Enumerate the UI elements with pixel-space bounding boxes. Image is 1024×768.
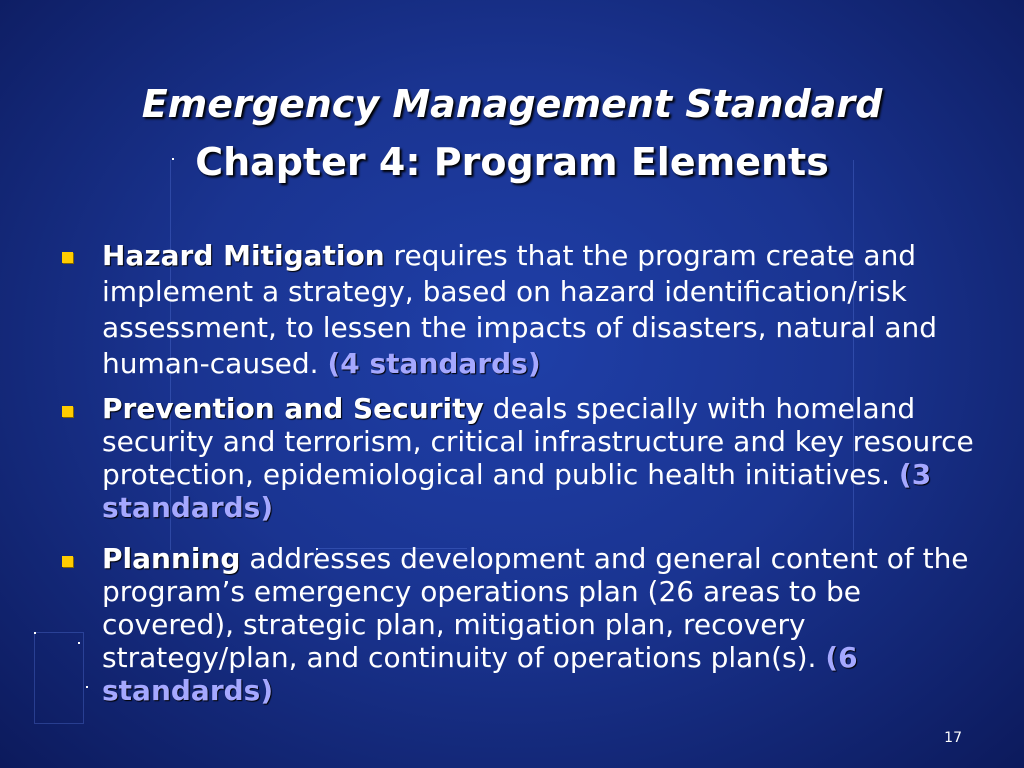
standards-count: (6 standards) bbox=[102, 641, 858, 707]
bullet-text: requires that the program create and implement a strategy, based on hazard identification/risk assessment, to lessen the impacts of disasters, natural and human-caused. bbox=[102, 239, 938, 380]
bullet-item-hazard-mitigation bbox=[60, 238, 980, 382]
bullet-lead: Hazard Mitigation bbox=[102, 239, 385, 272]
bullet-item-prevention-security bbox=[60, 392, 980, 524]
bullet-text: addresses development and general content of the program’s emergency operations plan (26 areas to be covered), strategic plan, mitigation plan, recovery strategy/plan, and continuity of operations plan(s). bbox=[102, 542, 969, 674]
square-bullet-icon bbox=[62, 556, 73, 567]
standards-count: (4 standards) bbox=[327, 347, 541, 380]
square-bullet-icon bbox=[62, 406, 73, 417]
square-bullet-icon bbox=[62, 252, 73, 263]
bullet-item-planning bbox=[60, 542, 980, 707]
slide-title: Emergency Management Standard bbox=[141, 82, 883, 126]
bullet-text: deals specially with homeland security and terrorism, critical infrastructure and key resource protection, epidemiological and public health initiatives. bbox=[102, 392, 974, 491]
slide-subtitle: Chapter 4: Program Elements bbox=[195, 140, 829, 184]
bullet-lead: Planning bbox=[102, 542, 241, 575]
bullet-list bbox=[60, 238, 980, 717]
page-number: 17 bbox=[944, 730, 962, 746]
bullet-lead: Prevention and Security bbox=[102, 392, 484, 425]
standards-count: (3 standards) bbox=[102, 458, 932, 524]
background-dot bbox=[34, 632, 36, 634]
